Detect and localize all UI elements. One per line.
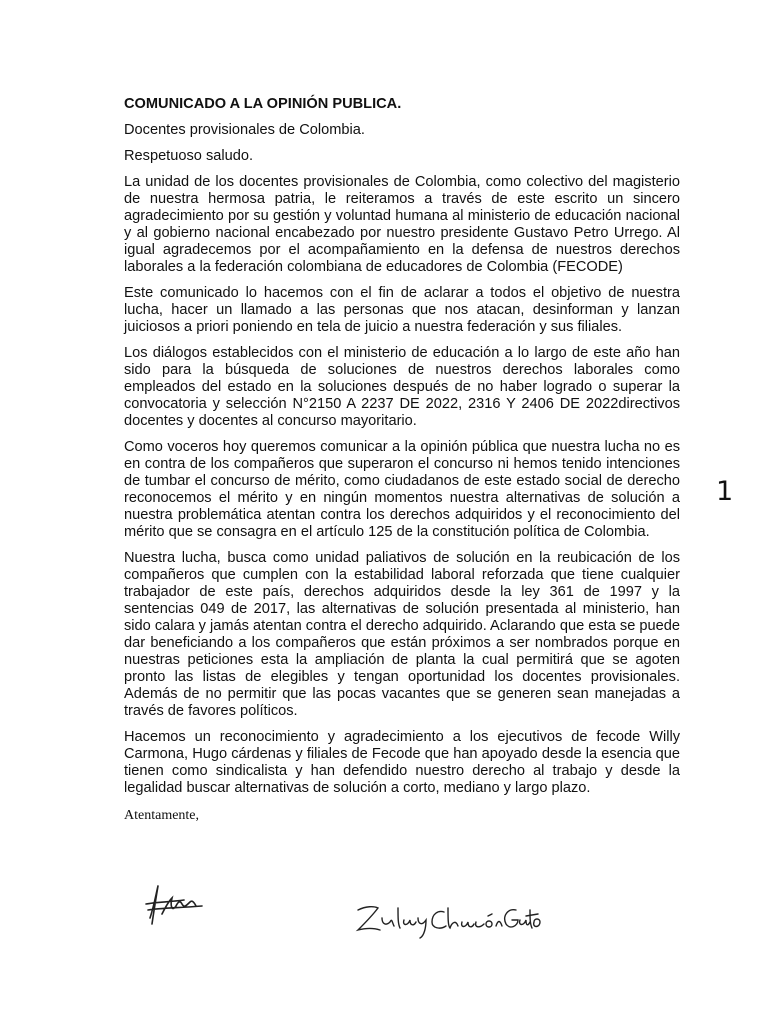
document-title: COMUNICADO A LA OPINIÓN PUBLICA. xyxy=(124,96,402,112)
closing-line: Atentamente, xyxy=(124,808,200,823)
greeting-line: Respetuoso saludo. xyxy=(124,148,253,164)
paragraph: Nuestra lucha, busca como unidad paliativos de solución en la reubicación de los compañeros que cumplen con la estabilidad laboral reforzada que tiene cualquier trabajador de este país, derechos adquiridos desde la ley 361 de 1997 y la sentencias 049 de 2017, las alternativas de solución presentada al ministerio, han sido calara y jamás atentan contra el derecho adquirido. Aclarando que esta se puede dar beneficiando a los compañeros que están próximos a ser nombrados porque en nuestras peticiones esta la ampliación de planta la cual permitirá que se agoten pronto las listas de elegibles y tengan oportunidad los docentes provisionales. Además de no permitir que las pocas vacantes que se generen sean manejadas a través de favores políticos. xyxy=(124,550,680,719)
signature-1 xyxy=(140,880,210,930)
paragraph: Este comunicado lo hacemos con el fin de aclarar a todos el objetivo de nuestra lucha, hacer un llamado a las personas que nos atacan, desinforman y lanzan juiciosos a priori poniendo en tela de juicio a nuestra federación y sus filiales. xyxy=(124,285,680,335)
signature-2 xyxy=(352,892,542,942)
document-body xyxy=(124,96,680,824)
paragraph: Hacemos un reconocimiento y agradecimiento a los ejecutivos de fecode Willy Carmona, Hugo cárdenas y filiales de Fecode que han apoyado desde la esencia que tienen como sindicalista y han defendido nuestro derecho al trabajo y desde la legalidad buscar alternativas de solución a corto, mediano y largo plazo. xyxy=(124,729,680,796)
paragraph: Como voceros hoy queremos comunicar a la opinión pública que nuestra lucha no es en contra de los compañeros que superaron el concurso ni hemos tenido intenciones de tumbar el concurso de mérito, como ciudadanos de este estado social de derecho reconocemos el mérito y en ningún momentos nuestra alternativas de solución a nuestra problemática atentan contra los derechos adquiridos y el reconocimiento del mérito que se consagra en el artículo 125 de la constitución política de Colombia. xyxy=(124,439,680,540)
page-number: 1 xyxy=(716,476,734,507)
paragraph: Los diálogos establecidos con el ministerio de educación a lo largo de este año han sido para la búsqueda de soluciones de nuestros derechos laborales como empleados del estado en la soluciones después de no haber logrado o superar la convocatoria y selección N°2150 A 2237 DE 2022, 2316 Y 2406 DE 2022directivos docentes y docentes al concurso mayoritario. xyxy=(124,345,680,429)
paragraph: La unidad de los docentes provisionales de Colombia, como colectivo del magisterio de nuestra hermosa patria, le reiteramos a través de este escrito un sincero agradecimiento por su gestión y voluntad humana al ministerio de educación nacional y al gobierno nacional encabezado por nuestro presidente Gustavo Petro Urrego. Al igual agradecemos por el acompañamiento en la defensa de nuestros derechos laborales a la federación colombiana de educadores de Colombia (FECODE) xyxy=(124,174,680,275)
recipient-line: Docentes provisionales de Colombia. xyxy=(124,122,365,138)
